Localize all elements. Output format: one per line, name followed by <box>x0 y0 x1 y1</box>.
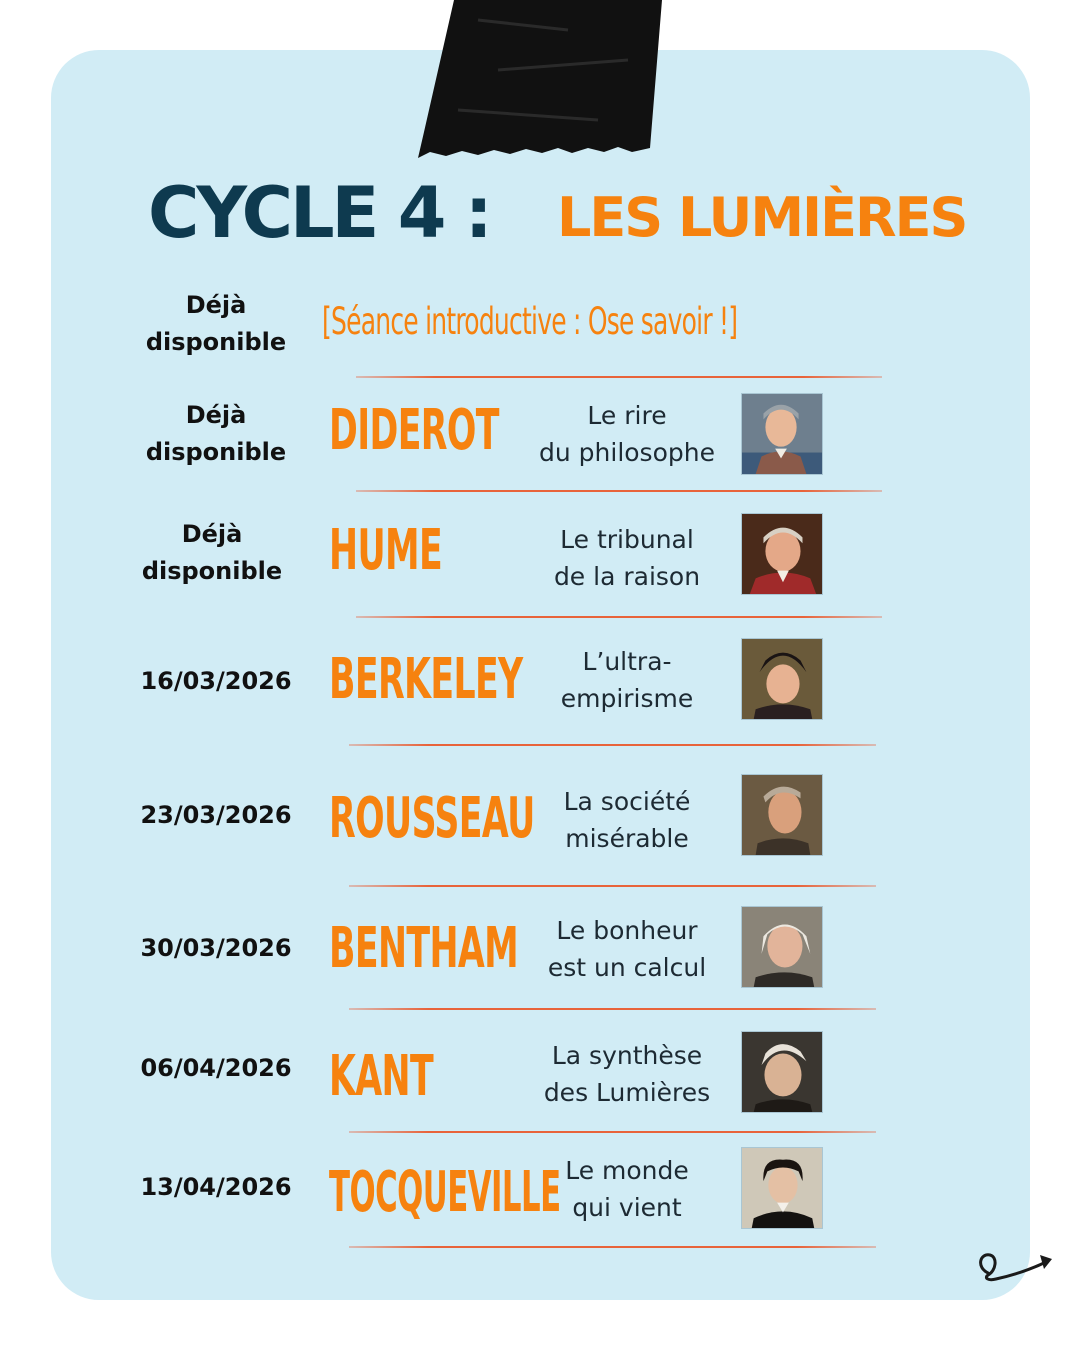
session-subtitle: L’ultra- empirisme <box>560 647 694 713</box>
philosopher-name: KANT <box>329 1044 434 1109</box>
session-subtitle: Le rire du philosophe <box>539 401 715 467</box>
theme-title: LES LUMIÈRES <box>557 186 967 249</box>
divider <box>349 744 876 746</box>
cycle-title: CYCLE 4 : <box>148 172 490 254</box>
session-status: 30/03/2026 <box>140 934 292 962</box>
session-status: Déjà disponible <box>145 401 287 466</box>
divider <box>349 885 876 887</box>
berkeley-portrait <box>741 638 823 720</box>
hume-portrait <box>741 513 823 595</box>
session-status: 23/03/2026 <box>140 801 292 829</box>
divider <box>349 1008 876 1010</box>
session-status: 16/03/2026 <box>140 667 292 695</box>
session-subtitle: Le tribunal de la raison <box>553 525 701 591</box>
swirl-arrow-right-icon[interactable] <box>974 1245 1058 1289</box>
tocqueville-portrait <box>741 1147 823 1229</box>
session-status: 06/04/2026 <box>140 1054 292 1082</box>
divider <box>349 1246 876 1248</box>
philosopher-name: TOCQUEVILLE <box>329 1160 561 1225</box>
diderot-portrait <box>741 393 823 475</box>
philosopher-name: BENTHAM <box>329 916 519 981</box>
divider <box>356 490 882 492</box>
divider <box>356 376 882 378</box>
rousseau-portrait <box>741 774 823 856</box>
kant-portrait <box>741 1031 823 1113</box>
session-subtitle: La société misérable <box>563 787 691 853</box>
session-status: Déjà disponible <box>141 520 283 585</box>
philosopher-name: HUME <box>329 518 443 583</box>
session-subtitle: Le monde qui vient <box>565 1156 689 1222</box>
intro-session-title: [Séance introductive : Ose savoir !] <box>322 300 738 343</box>
philosopher-name: ROUSSEAU <box>329 786 535 851</box>
session-subtitle: La synthèse des Lumières <box>543 1041 711 1107</box>
divider <box>356 616 882 618</box>
philosopher-name: BERKELEY <box>329 647 523 712</box>
philosopher-name: DIDEROT <box>329 398 499 463</box>
tape-decoration <box>418 0 664 168</box>
session-subtitle: Le bonheur est un calcul <box>547 916 707 982</box>
divider <box>349 1131 876 1133</box>
session-status: 13/04/2026 <box>140 1173 292 1201</box>
bentham-portrait <box>741 906 823 988</box>
intro-status: Déjà disponible <box>145 291 287 356</box>
